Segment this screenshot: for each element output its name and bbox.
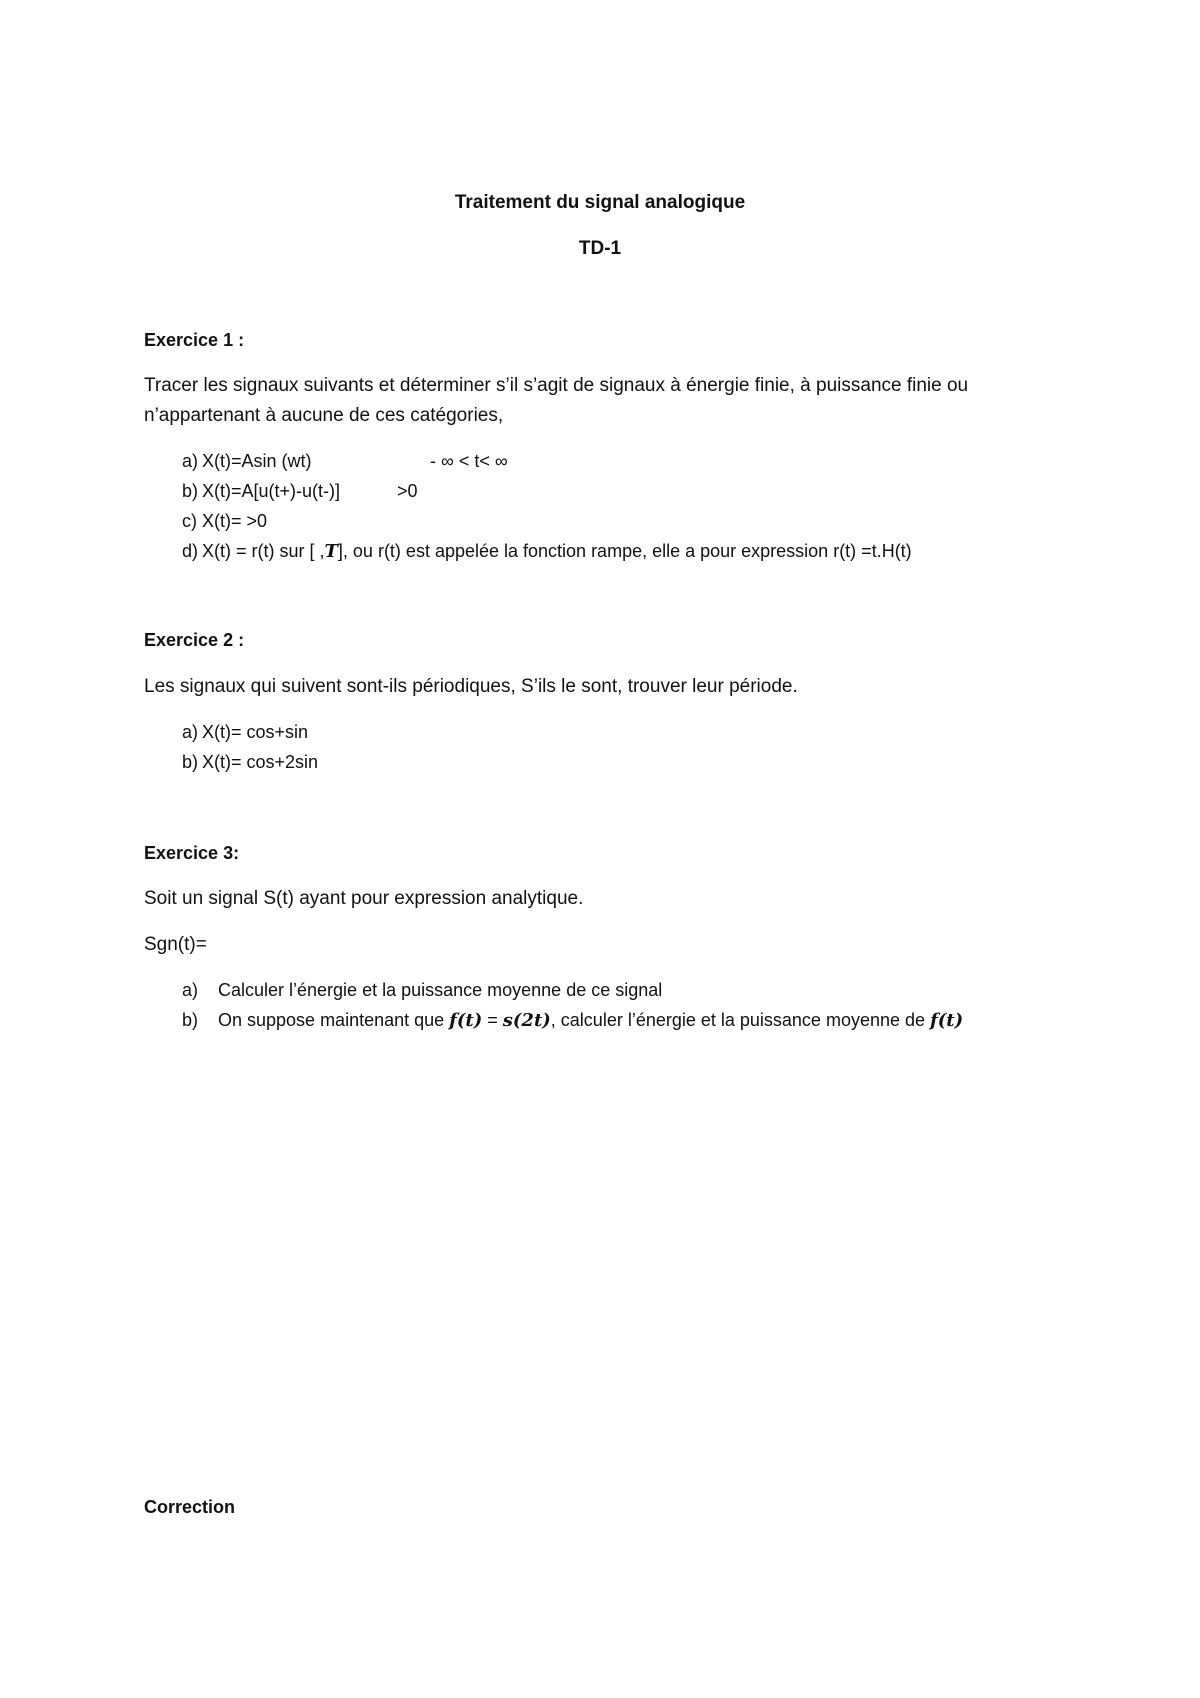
exercise1-heading: Exercice 1 : — [144, 330, 245, 350]
exercise1-intro-line2: n’appartenant à aucune de ces catégories, — [144, 405, 504, 426]
list-text: Calculer l’énergie et la puissance moyenne de ce signal — [218, 980, 663, 1000]
math-symbol: T — [324, 541, 338, 562]
correction-heading: Correction — [144, 1497, 236, 1517]
list-text: X(t)= >0 — [202, 511, 268, 531]
list-marker: b) — [182, 481, 199, 501]
list-marker: a) — [182, 980, 199, 1000]
list-text-part: , calculer l’énergie et la puissance moyenne de — [550, 1010, 931, 1030]
document-subtitle: TD-1 — [578, 238, 622, 259]
list-marker: d) — [182, 541, 199, 561]
list-text — [218, 1010, 963, 1031]
list-extra: >0 — [397, 481, 418, 501]
list-marker: b) — [182, 752, 199, 772]
list-text — [202, 541, 912, 562]
exercise2-heading: Exercice 2 : — [144, 630, 245, 650]
list-text: X(t)=A[u(t+)-u(t-)] — [202, 481, 341, 501]
list-text: X(t)= cos+2sin — [202, 752, 319, 772]
list-marker: a) — [182, 722, 199, 742]
list-text-part: X(t) = r(t) sur [ , — [202, 541, 325, 561]
list-text: X(t)=Asin (wt) — [202, 451, 312, 471]
exercise3-sgn: Sgn(t)= — [144, 934, 207, 955]
list-text: X(t)= cos+sin — [202, 722, 309, 742]
list-text-part: On suppose maintenant que — [218, 1010, 450, 1030]
list-text-part: ], ou r(t) est appelée la fonction rampe, elle a pour expression r(t) =t.H(t) — [337, 541, 912, 561]
math-expression: f(t) — [930, 1010, 964, 1031]
list-marker: b) — [182, 1010, 199, 1030]
math-expression: s(2t) — [502, 1010, 551, 1031]
document-title: Traitement du signal analogique — [454, 192, 746, 213]
list-extra: - ∞ < t< ∞ — [430, 451, 508, 471]
exercise2-intro: Les signaux qui suivent sont-ils périodiques, S’ils le sont, trouver leur période. — [144, 676, 798, 697]
list-marker: c) — [182, 511, 197, 531]
exercise3-intro: Soit un signal S(t) ayant pour expression analytique. — [144, 888, 584, 909]
list-text-part: = — [482, 1010, 503, 1030]
math-expression: f(t) — [449, 1010, 483, 1031]
list-marker: a) — [182, 451, 199, 471]
exercise1-intro-line1: Tracer les signaux suivants et déterminer s’il s’agit de signaux à énergie finie, à puissance finie ou — [144, 375, 969, 396]
exercise3-heading: Exercice 3: — [144, 843, 240, 863]
